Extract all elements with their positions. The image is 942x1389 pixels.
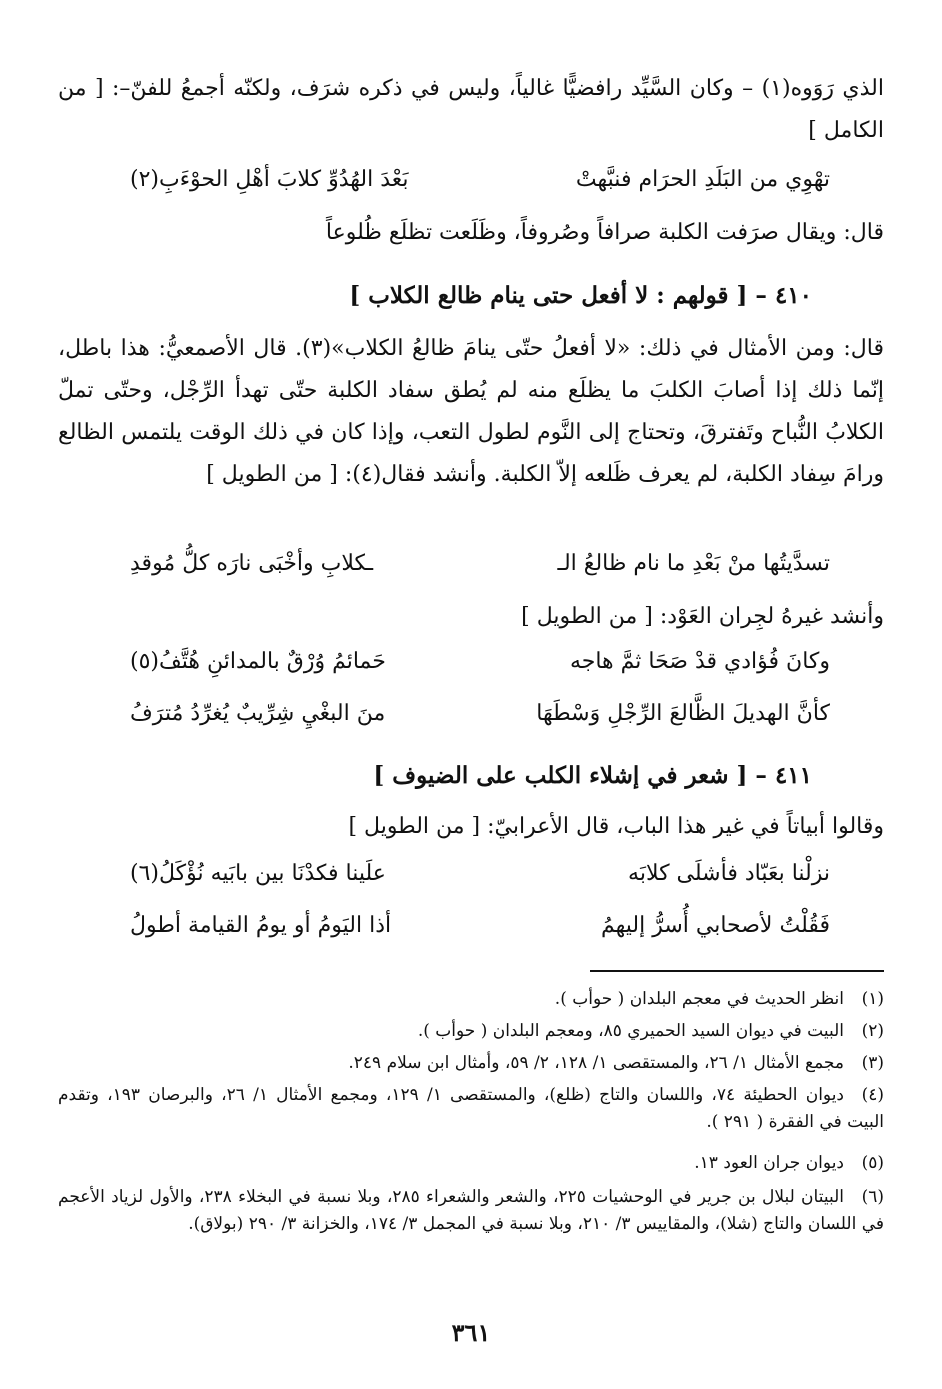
footnote-number: (٦) — [861, 1187, 885, 1207]
verse-hemistich-second: أذا اليَومُ أو يومُ القيامة أطولُ — [130, 913, 392, 938]
verse-hemistich-second: منَ البغْيِ شِرِّيبٌ يُغرِّدُ مُترَفُ — [130, 701, 386, 726]
footnote-text: البيت في ديوان السيد الحميري ٨٥، ومعجم البلدان ( حوأب ). — [417, 1021, 844, 1041]
footnote-4 — [58, 1082, 884, 1136]
verse-hemistich-first: تسدَّيتُها منْ بَعْدِ ما نام ظالعُ الـ — [557, 551, 830, 576]
footnote-number: (٤) — [861, 1085, 885, 1105]
footnote-number: (٢) — [861, 1021, 884, 1041]
verse-hemistich-second: بَعْدَ الهُدُوِّ كلابَ أهْلِ الحوْءَبِ(٢) — [130, 167, 409, 192]
footnote-number: (٣) — [861, 1053, 884, 1073]
footnote-5 — [58, 1150, 884, 1177]
verse-hemistich-first: كأنَّ الهديلَ الظَّالعَ الرِّجْلِ وَسْطَهَا — [536, 701, 830, 726]
footnote-text: مجمع الأمثال ١/ ٢٦، والمستقصى ١/ ١٢٨، ٢/ ٥٩، وأمثال ابن سلام ٢٤٩. — [348, 1053, 844, 1073]
section-heading-411: ٤١١ – [ شعر في إشلاء الكلب على الضيوف ] — [373, 762, 812, 789]
footnote-text: ديوان جران العود ١٣. — [694, 1153, 844, 1173]
footnote-text: ديوان الحطيئة ٧٤، واللسان والتاج (ظلع)، والمستقصى ١/ ١٢٩، ومجمع الأمثال ١/ ٢٦، والبرصان ١٩٣، وتقدم البيت في الفقرة ( ٢٩١ ). — [58, 1085, 884, 1132]
verse-line-3 — [130, 640, 830, 684]
verse-hemistich-first: وكانَ فُؤادي قدْ صَحَا ثمَّ هاجه — [569, 649, 830, 674]
verse-hemistich-second: ـكلابِ وأخْبَى نارَه كلُّ مُوقدِ — [130, 551, 374, 576]
footnote-text: البيتان لبلال بن جرير في الوحشيات ٢٢٥، والشعر والشعراء ٢٨٥، وبلا نسبة في البخلاء ٢٣٨، والأول لزياد الأعجم في اللسان والتاج (شلا)، والمقاييس ٣/ ٢١٠، وبلا نسبة في المجمل ٣/ ١٧٤، والخزانة ٣/ ٢٩٠ (بولاق). — [58, 1187, 884, 1234]
verse-hemistich-first: فَقُلْتُ لأصحابي أُسرُّ إليهمُ — [600, 913, 830, 938]
footnote-text: انظر الحديث في معجم البلدان ( حوأب ). — [554, 989, 844, 1009]
footnote-2 — [58, 1018, 884, 1045]
footnote-6 — [58, 1184, 884, 1238]
verse-hemistich-first: نزلْنا بعَبّاد فأشلَى كلابَه — [628, 861, 830, 886]
footnote-number: (١) — [861, 989, 884, 1009]
paragraph-proverb: قال: ومن الأمثال في ذلك: «لا أفعلُ حتّى ينامَ ظالعُ الكلاب»(٣). قال الأصمعيُّ: هذا باطل، إنّما ذلك إذا أصابَ الكلبَ ما يظلَع منه لم يُطق سفاد الكلبة حتّى تهدأ الرِّجْل، وحتّى تملّ الكلابُ النُّباح وتَفترقَ، وتحتاج إلى النَّوم لطول التعب، وإذا كان في ذلك الوقت يلتمس الظالع ورامَ سِفاد الكلبة، لم يعرف ظَلعه إلاّ الكلبة. وأنشد فقال(٤): [ من الطويل ] — [58, 336, 884, 487]
verse-line-4 — [130, 692, 830, 736]
verse-line-2 — [130, 542, 830, 586]
paragraph-qalu: وقالوا أبياتاً في غير هذا الباب، قال الأعرابيّ: [ من الطويل ] — [348, 814, 884, 839]
verse-hemistich-second: علَينا فكدْنَا بين بابَيه نُؤْكَلُ(٦) — [130, 861, 386, 886]
footnote-separator — [590, 970, 884, 972]
footnote-1 — [58, 986, 884, 1013]
section-heading-410: ٤١٠ – [ قولهم : لا أفعل حتى ينام ظالع الكلاب ] — [349, 282, 812, 309]
verse-line-6 — [130, 904, 830, 948]
paragraph-anshad: وأنشد غيرهُ لجِران العَوْد: [ من الطويل ] — [521, 604, 884, 629]
verse-hemistich-second: حَمائمُ وُرْقٌ بالمدائنِ هُتَّفُ(٥) — [130, 649, 386, 674]
paragraph-qala: قال: ويقال صرَفت الكلبة صرافاً وصُروفاً، وظَلَعت تظلَع ظُلوعاً — [325, 220, 884, 245]
verse-line-1 — [130, 158, 830, 202]
footnote-number: (٥) — [861, 1153, 884, 1173]
paragraph-intro: الذي رَوَوه(١) – وكان السَّيِّد رافضيًّا غالياً، وليس في ذكره شرَف، ولكنّه أجمعُ للفنّ–: [ من الكامل ] — [58, 76, 884, 143]
verse-hemistich-first: تهْوِي من البَلَدِ الحرَام فنبَّهتْ — [575, 167, 830, 192]
footnote-3 — [58, 1050, 884, 1077]
verse-line-5 — [130, 852, 830, 896]
page-number: ٣٦١ — [451, 1318, 491, 1347]
